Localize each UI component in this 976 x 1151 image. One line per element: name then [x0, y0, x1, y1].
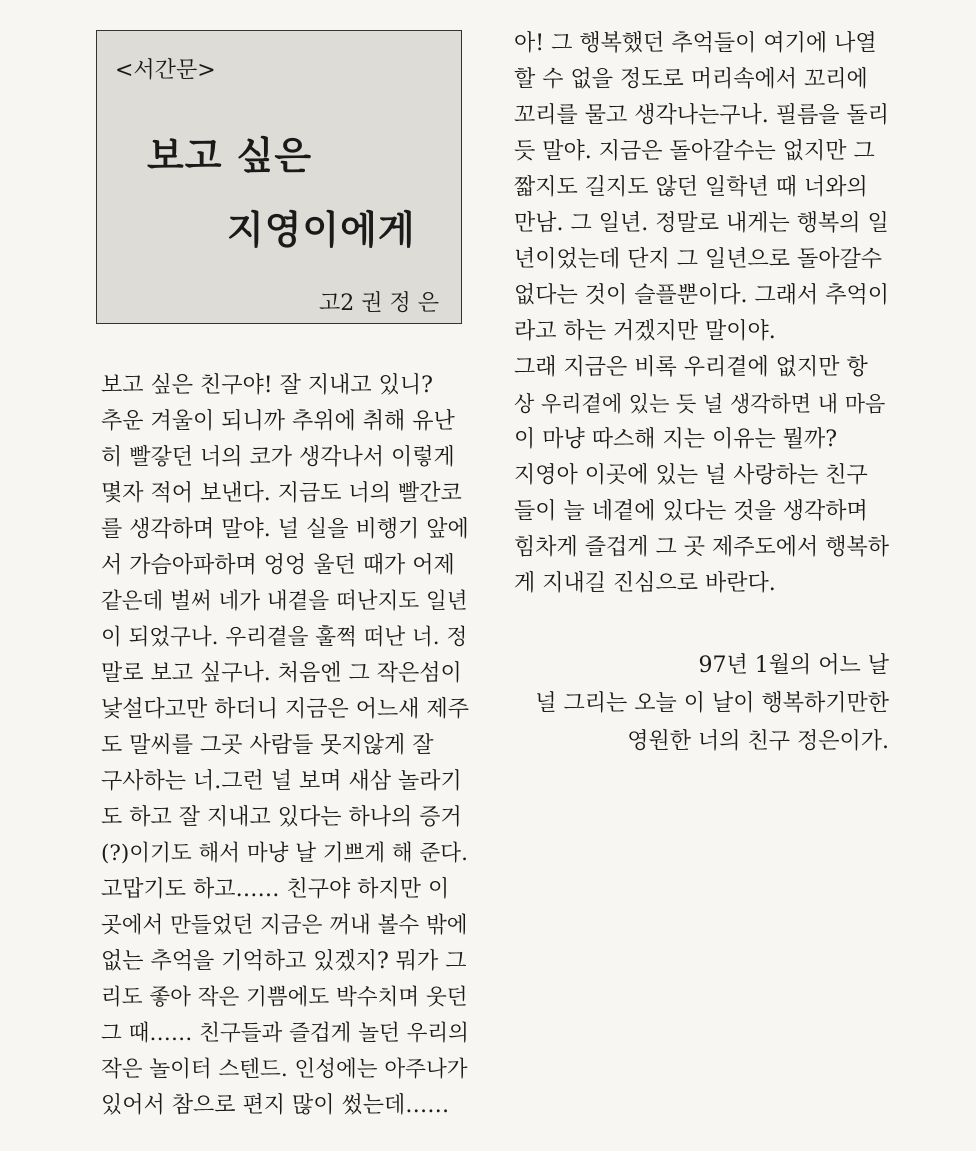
text-line: 도 말씨를 그곳 사람들 못지않게 잘	[101, 733, 434, 758]
text-line: 들이 늘 네곁에 있다는 것을 생각하며	[514, 499, 868, 524]
text-line: 이 마냥 따스해 지는 이유는 뭘까?	[514, 427, 838, 452]
text-line: 구사하는 너.그런 널 보며 새삼 놀라기	[101, 769, 462, 794]
text-line: 그 때…… 친구들과 즐겁게 놀던 우리의	[101, 1021, 469, 1046]
closing-line: 널 그리는 오늘 이 날이 행복하기만한	[535, 691, 889, 716]
text-line: 를 생각하며 말야. 널 실을 비행기 앞에	[101, 517, 469, 542]
text-line: 몇자 적어 보낸다. 지금도 너의 빨간코	[101, 481, 462, 506]
text-line: 짧지도 길지도 않던 일학년 때 너와의	[514, 175, 868, 200]
title-line-2: 지영이에게	[227, 208, 416, 252]
text-line: 꼬리를 물고 생각나는구나. 필름을 돌리	[514, 103, 889, 128]
text-line: 이 되었구나. 우리곁을 훌쩍 떠난 너. 정	[101, 625, 468, 650]
text-line: 고맙기도 하고…… 친구야 하지만 이	[101, 877, 450, 902]
text-line: 히 빨갛던 너의 코가 생각나서 이렇게	[101, 445, 455, 470]
closing-signature: 영원한 너의 친구 정은이가.	[627, 729, 889, 754]
title-box	[96, 30, 462, 324]
text-line: 할 수 없을 정도로 머리속에서 꼬리에	[514, 67, 868, 92]
text-line: 그래 지금은 비록 우리곁에 없지만 항	[514, 355, 868, 380]
text-line: 게 지내길 진심으로 바란다.	[514, 571, 776, 596]
text-line: 듯 말야. 지금은 돌아갈수는 없지만 그	[514, 139, 875, 164]
text-line: 지영아 이곳에 있는 널 사랑하는 친구	[514, 463, 868, 488]
text-line: 곳에서 만들었던 지금은 꺼내 볼수 밖에	[101, 913, 468, 938]
text-line: 만남. 그 일년. 정말로 내게는 행복의 일	[514, 211, 889, 236]
title-line-1: 보고 싶은	[147, 134, 313, 178]
text-line: 아! 그 행복했던 추억들이 여기에 나열	[514, 31, 877, 56]
text-line: 작은 놀이터 스텐드. 인성에는 아주나가	[101, 1057, 468, 1082]
text-line: 말로 보고 싶구나. 처음엔 그 작은섬이	[101, 661, 462, 686]
text-line: 상 우리곁에 있는 듯 널 생각하면 내 마음	[514, 392, 886, 416]
text-line: 라고 하는 거겠지만 말이야.	[514, 319, 776, 344]
text-line: (?)이기도 해서 마냥 날 기쁘게 해 준다.	[101, 841, 468, 866]
text-line: 없다는 것이 슬플뿐이다. 그래서 추억이	[514, 283, 889, 308]
text-line: 도 하고 잘 지내고 있다는 하나의 증거	[101, 805, 462, 830]
text-line: 같은데 벌써 네가 내곁을 떠난지도 일년	[101, 589, 468, 614]
text-line: 추운 겨울이 되니까 추위에 취해 유난	[101, 409, 455, 434]
genre-label: <서간문>	[115, 58, 216, 83]
text-line: 있어서 참으로 편지 많이 썼는데……	[101, 1093, 450, 1118]
closing-date: 97년 1월의 어느 날	[698, 653, 889, 678]
author: 고2 권 정 은	[319, 291, 439, 316]
text-line: 서 가슴아파하며 엉엉 울던 때가 어제	[101, 553, 455, 578]
text-line: 없는 추억을 기억하고 있겠지? 뭐가 그	[101, 949, 467, 974]
text-line: 힘차게 즐겁게 그 곳 제주도에서 행복하	[514, 535, 889, 560]
text-line: 년이었는데 단지 그 일년으로 돌아갈수	[514, 247, 883, 272]
text-line: 리도 좋아 작은 기쁨에도 박수치며 웃던	[101, 985, 468, 1010]
text-line: 낯설다고만 하더니 지금은 어느새 제주	[101, 697, 470, 722]
text-line: 보고 싶은 친구야! 잘 지내고 있니?	[101, 373, 433, 398]
